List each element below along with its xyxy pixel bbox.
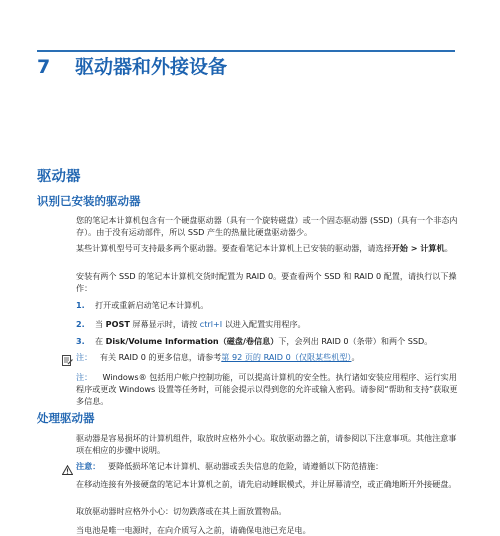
step-2-post: 以进入配置实用程序。 (222, 319, 306, 329)
chapter-heading (37, 54, 457, 80)
raid0-page-link[interactable]: 第 92 页的 RAID 0（仅限某些机型） (221, 352, 352, 362)
note-raid-reference (76, 351, 460, 363)
step-1-number: 1. (76, 300, 85, 310)
step-3-bold: Disk/Volume Information（磁盘/卷信息） (105, 336, 279, 346)
note-1-text: 有关 RAID 0 的更多信息，请参考 (99, 352, 222, 362)
step-3-post: 下，会列出 RAID 0（条带）和两个 SSD。 (278, 336, 433, 346)
handling-paragraph-2: 在移动连接有外接硬盘的笔记本计算机之前，请先启动睡眠模式，并让屏幕清空，或正确地断开外接硬盘。 (76, 479, 457, 489)
note-2-label: 注： (76, 372, 93, 382)
step-2-bold: POST (105, 319, 130, 329)
note-icon (62, 351, 73, 370)
note-1-end: 。 (351, 352, 360, 362)
step-1-text: 打开或重新启动笔记本计算机。 (95, 300, 209, 310)
step-2-mid: 屏幕显示时，请按 (129, 319, 200, 329)
caution-text: 要降低损坏笔记本计算机、驱动器或丢失信息的危险，请遵循以下防范措施： (108, 461, 384, 471)
identify-paragraph-3: 安装有两个 SSD 的笔记本计算机交货时配置为 RAID 0。要查看两个 SSD 和 RAID 0 配置，请执行以下操作： (76, 271, 457, 293)
handling-paragraph-3: 取放驱动器时应格外小心：切勿跌落或在其上面放置物品。 (76, 506, 287, 516)
caution-icon (62, 460, 73, 479)
handling-paragraph-1: 驱动器是容易损坏的计算机组件，取放时应格外小心。取放驱动器之前，请参阅以下注意事项。其他注意事项在相应的步骤中说明。 (76, 433, 457, 455)
step-3-text (95, 335, 460, 347)
section-title-drives: 驱动器 (37, 169, 81, 185)
handling-paragraph-4: 当电池是唯一电源时，在向介质写入之前，请确保电池已充足电。 (76, 525, 311, 535)
step-2-number: 2. (76, 319, 85, 329)
step-2-key: ctrl+I (199, 319, 223, 329)
note-uac (76, 371, 460, 407)
identify-p2-end: 。 (444, 243, 453, 253)
subsection-title-handling: 处理驱动器 (37, 411, 95, 425)
identify-paragraph-2 (76, 242, 460, 254)
identify-p2-text: 要查看笔记本计算机上已安装的驱动器，请选择 (221, 243, 392, 253)
caution-note (76, 460, 460, 472)
start-computer-path: 开始 > 计算机 (391, 243, 445, 253)
identify-paragraph-1: 您的笔记本计算机包含有一个硬盘驱动器（具有一个旋转磁盘）或一个固态驱动器 (SSD)（具有一个非态内存）。由于没有运动部件，所以 SSD 产生的热量比硬盘驱动器少。 (76, 215, 458, 237)
identify-p2-prefix: 某些计算机型号可支持最多两个驱动器。 (76, 243, 222, 253)
step-3-number: 3. (76, 336, 85, 346)
subsection-title-identify: 识别已安装的驱动器 (37, 194, 141, 208)
chapter-title: 驱动器和外接设备 (75, 56, 228, 78)
step-2-text (95, 318, 460, 330)
note-2-text: Windows® 包括用户帐户控制功能，可以提高计算机的安全性。执行诸如安装应用程序、运行实用程序或更改 Windows 设置等任务时，可能会提示以得到您的允许或输入密码。请参阅“帮助和支持”获取更多信息。 (76, 372, 458, 406)
chapter-number: 7 (37, 56, 51, 78)
note-1-label: 注： (76, 352, 93, 362)
caution-label: 注意： (76, 461, 101, 471)
step-3-pre: 在 (95, 336, 106, 346)
step-2-pre: 当 (95, 319, 106, 329)
chapter-top-rule (37, 50, 455, 52)
